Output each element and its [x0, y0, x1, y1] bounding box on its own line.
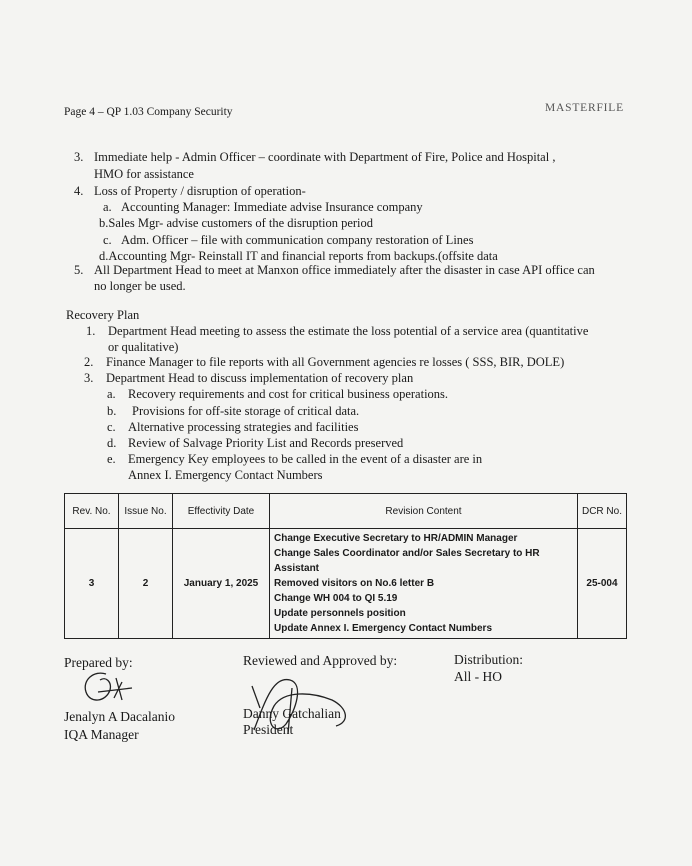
revision-table	[64, 493, 627, 639]
revision-line: Change WH 004 to QI 5.19	[274, 593, 398, 604]
sub-item: a. Accounting Manager: Immediate advise Insurance company	[103, 200, 423, 214]
approved-by-name: Danny Gatchalian	[243, 706, 341, 721]
col-header-rev: Rev. No.	[65, 494, 119, 529]
revision-line: Update personnels position	[274, 608, 406, 619]
col-header-dcr: DCR No.	[578, 494, 627, 529]
prepared-by-label: Prepared by:	[64, 655, 133, 670]
cell-revision-content	[270, 529, 578, 639]
list-item-continuation: HMO for assistance	[94, 167, 194, 181]
masterfile-stamp: MASTERFILE	[545, 102, 624, 114]
prepared-by-name: Jenalyn A Dacalanio	[64, 709, 175, 724]
sub-item: e. Emergency Key employees to be called in the event of a disaster are in	[107, 452, 483, 466]
col-header-issue: Issue No.	[119, 494, 173, 529]
page-header: Page 4 – QP 1.03 Company Security	[64, 106, 233, 118]
list-item: 1. Department Head meeting to assess the estimate the loss potential of a service area (quantitative	[86, 324, 589, 338]
cell-issue: 2	[119, 529, 173, 639]
distribution-label: Distribution:	[454, 652, 524, 667]
list-item: 5. All Department Head to meet at Manxon office immediately after the disaster in case API office can	[74, 263, 595, 277]
sub-item: a. Recovery requirements and cost for critical business operations.	[107, 387, 449, 401]
table-row	[65, 529, 627, 639]
sub-item-continuation: Annex I. Emergency Contact Numbers	[128, 468, 323, 482]
revision-line: Removed visitors on No.6 letter B	[274, 578, 435, 589]
sub-item: b. Provisions for off-site storage of critical data.	[107, 404, 360, 418]
signature-prepared-icon	[76, 668, 136, 714]
sub-item: d.Accounting Mgr- Reinstall IT and financial reports from backups.(offsite data	[99, 249, 498, 263]
list-item: 3. Department Head to discuss implementation of recovery plan	[84, 371, 414, 385]
revision-line: Update Annex I. Emergency Contact Numbers	[274, 623, 493, 634]
col-header-date: Effectivity Date	[173, 494, 270, 529]
cell-dcr: 25-004	[578, 529, 627, 639]
sub-item: c. Adm. Officer – file with communication company restoration of Lines	[103, 233, 474, 247]
distribution-value: All - HO	[454, 669, 502, 684]
list-item: 4. Loss of Property / disruption of operation-	[74, 184, 306, 198]
list-item-continuation: no longer be used.	[94, 279, 186, 293]
list-item-continuation: or qualitative)	[108, 340, 179, 354]
sub-item: c. Alternative processing strategies and facilities	[107, 420, 359, 434]
revision-line: Change Executive Secretary to HR/ADMIN Manager	[274, 533, 518, 544]
prepared-by-title: IQA Manager	[64, 727, 139, 742]
table-header-row	[65, 494, 627, 529]
cell-rev: 3	[65, 529, 119, 639]
list-item: 3. Immediate help - Admin Officer – coordinate with Department of Fire, Police and Hospital ,	[74, 150, 556, 164]
list-item: 2. Finance Manager to file reports with all Government agencies re losses ( SSS, BIR, DOLE)	[84, 355, 565, 369]
sub-item: d. Review of Salvage Priority List and Records preserved	[107, 436, 404, 450]
approved-by-title: President	[243, 722, 294, 737]
col-header-content: Revision Content	[270, 494, 578, 529]
approved-by-label: Reviewed and Approved by:	[243, 653, 398, 668]
revision-line: Assistant	[274, 563, 320, 574]
section-title: Recovery Plan	[66, 308, 140, 322]
cell-date: January 1, 2025	[173, 529, 270, 639]
sub-item: b.Sales Mgr- advise customers of the disruption period	[99, 216, 374, 230]
revision-line: Change Sales Coordinator and/or Sales Secretary to HR	[274, 548, 540, 559]
